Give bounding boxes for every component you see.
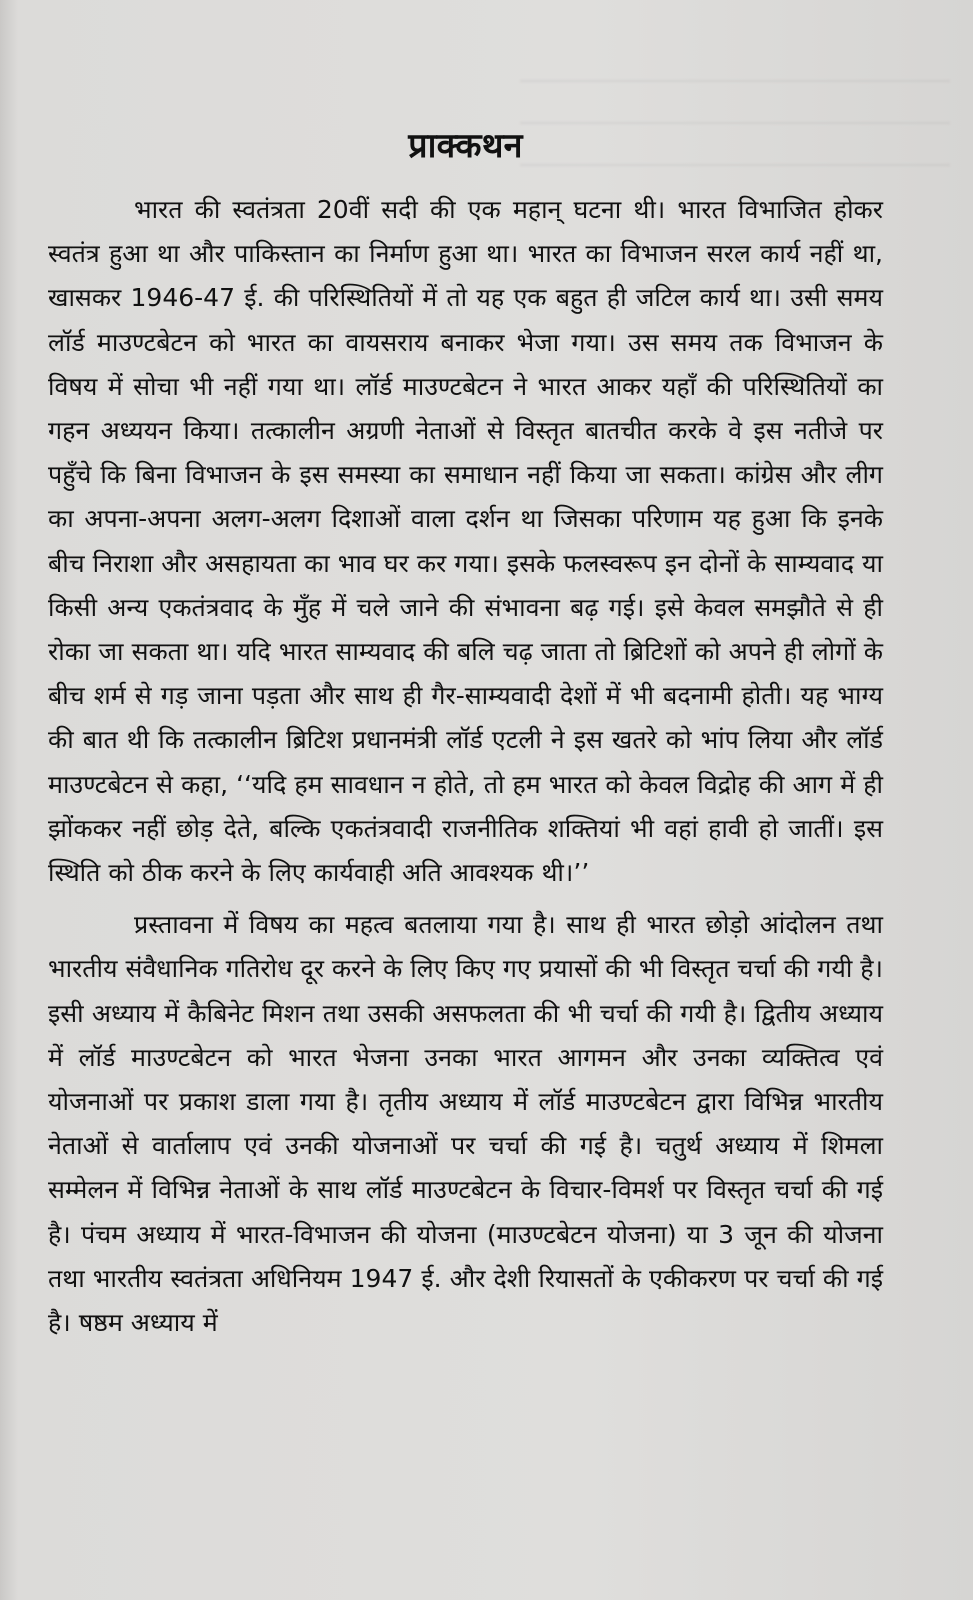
- paragraph-1: भारत की स्वतंत्रता 20वीं सदी की एक महान् घटना थी। भारत विभाजित होकर स्वतंत्र हुआ था और पाकिस्तान का निर्माण हुआ था। भारत का विभाजन सरल कार्य नहीं था, खासकर 1946-47 ई. की परिस्थितियों में तो यह एक बहुत ही जटिल कार्य था। उसी समय लॉर्ड माउण्टबेटन को भारत का वायसराय बनाकर भेजा गया। उस समय तक विभाजन के विषय में सोचा भी नहीं गया था। लॉर्ड माउण्टबेटन ने भारत आकर यहाँ की परिस्थितियों का गहन अध्ययन किया। तत्कालीन अग्रणी नेताओं से विस्तृत बातचीत करके वे इस नतीजे पर पहुँचे कि बिना विभाजन के इस समस्या का समाधान नहीं किया जा सकता। कांग्रेस और लीग का अपना-अपना अलग-अलग दिशाओं वाला दर्शन था जिसका परिणाम यह हुआ कि इनके बीच निराशा और असहायता का भाव घर कर गया। इसके फलस्वरूप इन दोनों के साम्यवाद या किसी अन्य एकतंत्रवाद के मुँह में चले जाने की संभावना बढ़ गई। इसे केवल समझौते से ही रोका जा सकता था। यदि भारत साम्यवाद की बलि चढ़ जाता तो ब्रिटिशों को अपने ही लोगों के बीच शर्म से गड़ जाना पड़ता और साथ ही गैर-साम्यवादी देशों में भी बदनामी होती। यह भाग्य की बात थी कि तत्कालीन ब्रिटिश प्रधानमंत्री लॉर्ड एटली ने इस खतरे को भांप लिया और लॉर्ड माउण्टबेटन से कहा, ‘‘यदि हम सावधान न होते, तो हम भारत को केवल विद्रोह की आग में ही झोंककर नहीं छोड़ देते, बल्कि एकतंत्रवादी राजनीतिक शक्तियां भी वहां हावी हो जातीं। इस स्थिति को ठीक करने के लिए कार्यवाही अति आवश्यक थी।’’: [48, 195, 883, 888]
- page-content: [48, 122, 883, 1345]
- page-title: प्राक्कथन: [408, 126, 523, 166]
- paragraph-2: प्रस्तावना में विषय का महत्व बतलाया गया है। साथ ही भारत छोड़ो आंदोलन तथा भारतीय संवैधानिक गतिरोध दूर करने के लिए किए गए प्रयासों की भी विस्तृत चर्चा की गयी है। इसी अध्याय में कैबिनेट मिशन तथा उसकी असफलता की भी चर्चा की गयी है। द्वितीय अध्याय में लॉर्ड माउण्टबेटन को भारत भेजना उनका भारत आगमन और उनका व्यक्तित्व एवं योजनाओं पर प्रकाश डाला गया है। तृतीय अध्याय में लॉर्ड माउण्टबेटन द्वारा विभिन्न भारतीय नेताओं से वार्तालाप एवं उनकी योजनाओं पर चर्चा की गई है। चतुर्थ अध्याय में शिमला सम्मेलन में विभिन्न नेताओं के साथ लॉर्ड माउण्टबेटन के विचार-विमर्श पर विस्तृत चर्चा की गई है। पंचम अध्याय में भारत-विभाजन की योजना (माउण्टबेटन योजना) या 3 जून की योजना तथा भारतीय स्वतंत्रता अधिनियम 1947 ई. और देशी रियासतों के एकीकरण पर चर्चा की गई है। षष्ठम अध्याय में: [48, 910, 883, 1338]
